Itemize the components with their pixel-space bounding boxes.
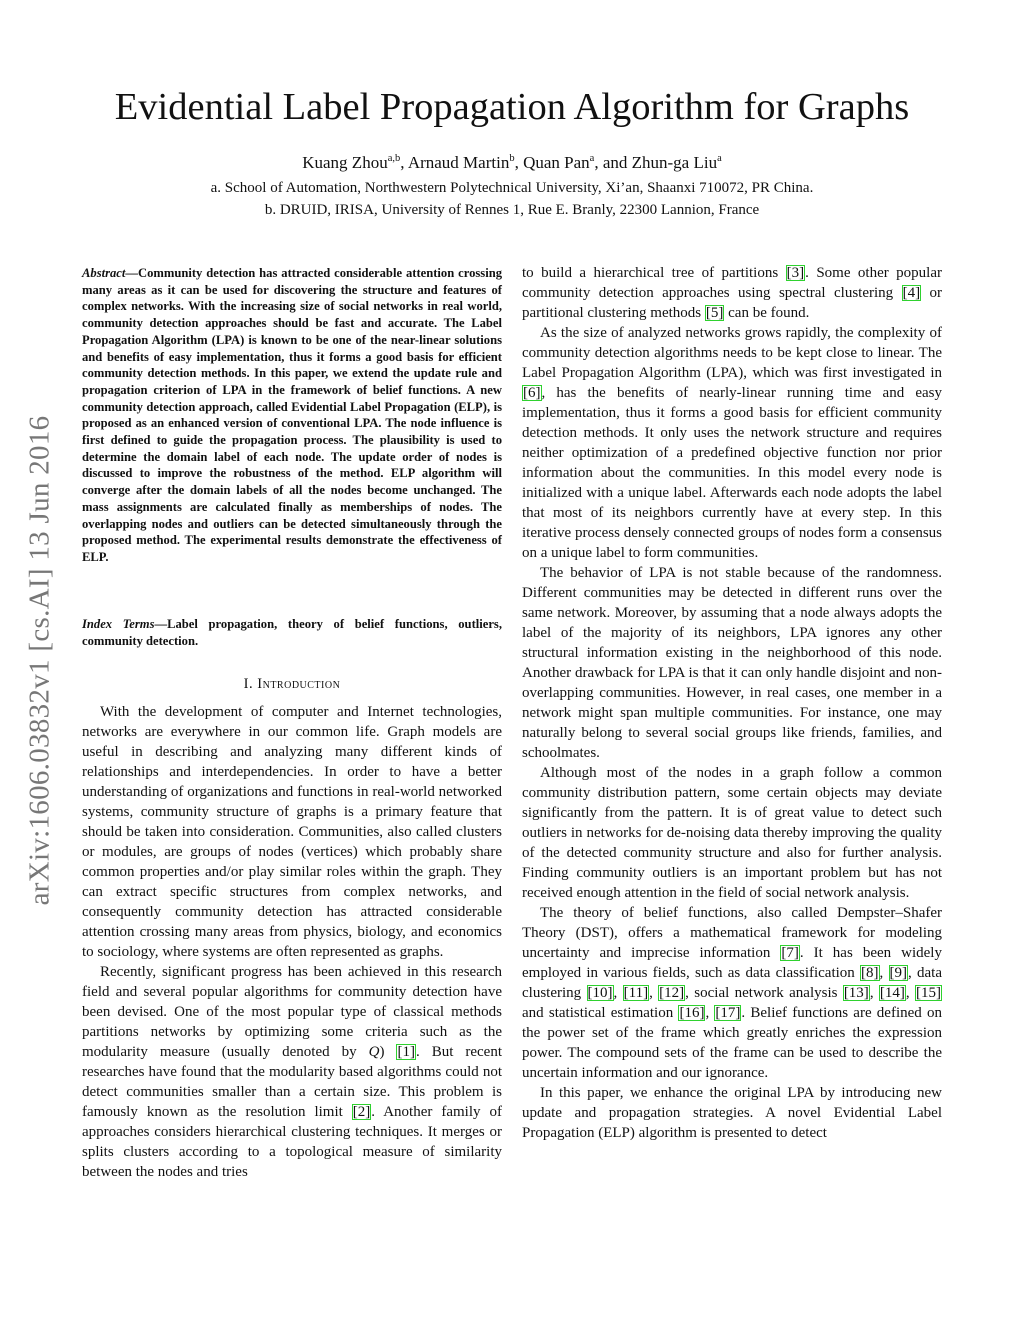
text-run: . Belief functions are defined on the power set of the frame which greatly enriches the expression power. The compound sets of the frame can be used to describe the uncertain information and our ignorance.: [522, 1005, 943, 1081]
text-run: , has the benefits of nearly-linear running time and easy implementation, thus it forms a good basis for efficient community detection methods. It only uses the network structure and requires neither optimization of a predefined objective function nor prior information about the communities. In this model every node is initialized with a unique label. Afterwards each node adopts the label that most of its neighbors currently have at every step. In this iterative process densely connected groups of nodes form a consensus on a unique label to form communities.: [522, 385, 942, 561]
left-column-body: [82, 702, 502, 1182]
text-run: and statistical estimation: [522, 1005, 679, 1021]
author-name: Kuang Zhou: [302, 153, 388, 172]
author-list: [60, 152, 964, 174]
citation-link[interactable]: [13]: [843, 985, 869, 1001]
text-run: ,: [879, 965, 889, 981]
arxiv-stamp: [20, 370, 60, 950]
index-terms-dash: —: [154, 617, 168, 631]
paper-title: Evidential Label Propagation Algorithm for Graphs: [114, 86, 910, 128]
text-run: can be found.: [724, 305, 810, 321]
paragraph: [82, 702, 502, 962]
text-run: ,: [905, 985, 916, 1001]
abstract-dash: —: [125, 266, 138, 280]
citation-link[interactable]: [3]: [786, 265, 805, 281]
author-affiliation-mark: a: [589, 153, 595, 164]
citation-link[interactable]: [7]: [781, 945, 799, 961]
paragraph: [522, 563, 942, 763]
text-run: With the development of computer and Internet technologies, networks are everywhere in our common life. Graph models are useful in describing and analyzing many different kinds of relationships and interdependencies. In order to have a better understanding of organizations and functions in real-world networked systems, community structure of graphs is a primary feature that should be taken into consideration. Communities, also called clusters or modules, are groups of nodes (vertices) which probably share common properties and/or play similar roles within the graph. They can extract specific structures from complex networks, and consequently community detection has attracted considerable attention crossing many areas from physics, biology, and economics to sociology, where systems are often represented as graphs.: [82, 704, 502, 960]
citation-link[interactable]: [2]: [352, 1104, 371, 1120]
index-terms: [82, 616, 502, 649]
author-affiliation-mark: b: [509, 153, 515, 164]
text-run: Although most of the nodes in a graph follow a common community distribution pattern, some certain objects may deviate significantly from the pattern. It is of great value to detect such outliers in networks for de-noising data thereby improving the quality of the detected community structure and also for further analysis. Finding community outliers is an important problem but has not received enough attention in the field of social network analysis.: [522, 765, 942, 901]
paragraph: [522, 323, 942, 563]
author-name: Arnaud Martin: [407, 153, 510, 172]
text-run: ): [379, 1044, 397, 1060]
text-run: The theory of belief functions, also called Dempster–Shafer Theory (DST), offers a mathematical framework for modeling uncertainty and imprecise information: [522, 905, 942, 961]
paragraph: [522, 263, 942, 323]
section-heading: [82, 674, 502, 694]
paragraph: [82, 962, 502, 1182]
citation-link[interactable]: [9]: [889, 965, 908, 981]
math-symbol: Q: [368, 1044, 380, 1060]
text-run: . It has been widely employed in various fields, such as data classification: [522, 945, 942, 981]
abstract: [82, 265, 502, 566]
author-name: Zhun-ga Liu: [631, 153, 718, 172]
index-terms-label: Index Terms: [82, 617, 155, 631]
right-column-body: [522, 263, 942, 1143]
citation-link[interactable]: [10]: [587, 985, 613, 1001]
citation-link[interactable]: [17]: [715, 1005, 741, 1021]
citation-link[interactable]: [1]: [397, 1044, 415, 1060]
text-run: Recently, significant progress has been achieved in this research field and several popular algorithms for community detection have been devised. One of the most popular type of classical methods partitions networks by optimizing some criteria such as the modularity measure (usually denoted by: [82, 964, 502, 1060]
citation-link[interactable]: [8]: [861, 965, 879, 981]
text-run: ,: [869, 985, 879, 1001]
text-run: The behavior of LPA is not stable because of the randomness. Different communities may be detected in different runs over the same network. Moreover, by assuming that a node always adopts the label of the majority of its neighbors, LPA ignores any other structural information existing in the neighborhood of this node. Another drawback for LPA is that it can only handle disjoint and non-overlapping communities. However, in real cases, one member in a network might span multiple communities. For instance, one may naturally belong to several social groups like friends, families, and schoolmates.: [522, 565, 942, 761]
author-name: Quan Pan: [523, 153, 590, 172]
citation-link[interactable]: [6]: [523, 385, 541, 401]
citation-link[interactable]: [15]: [916, 985, 942, 1001]
affiliation-a: a. School of Automation, Northwestern Polytechnical University, Xi’an, Shaanxi 710072, PR China.: [210, 180, 814, 196]
author-affiliation-mark: a,b: [387, 153, 401, 164]
paragraph: [522, 763, 942, 903]
citation-link[interactable]: [11]: [623, 985, 649, 1001]
text-run: . Some other popular community detection approaches using spectral clustering: [522, 265, 943, 301]
arxiv-id: arXiv:1606.03832v1 [cs.AI] 13 Jun 2016: [23, 415, 56, 905]
text-run: to build a hierarchical tree of partitions: [522, 265, 786, 281]
abstract-label: Abstract: [82, 266, 126, 280]
index-terms-text: Label propagation, theory of belief functions, outliers, community detection.: [82, 617, 502, 648]
author-separator: , and: [594, 153, 632, 172]
text-run: or partitional clustering methods: [522, 285, 943, 321]
paragraph: [522, 1083, 942, 1143]
citation-link[interactable]: [16]: [679, 1005, 705, 1021]
text-run: , social network analysis: [685, 985, 843, 1001]
text-run: . But recent researches have found that the modularity based algorithms could not detect communities smaller than a certain size. This problem is famously known as the resolution limit: [82, 1044, 503, 1120]
text-run: ,: [613, 985, 623, 1001]
text-run: ,: [649, 985, 659, 1001]
author-affiliation-mark: a: [717, 153, 722, 164]
author-separator: ,: [514, 153, 524, 172]
text-run: In this paper, we enhance the original LPA by introducing new update and propagation strategies. A novel Evidential Label Propagation (ELP) algorithm is presented to detect: [522, 1085, 942, 1141]
abstract-text: Community detection has attracted considerable attention crossing many areas as it can be used for discovering the structure and features of complex networks. With the increasing size of social networks in real world, community detection approaches should be fast and accurate. The Label Propagation Algorithm (LPA) is known to be one of the near-linear solutions and benefits of easy implementation, thus it forms a good basis for efficient community detection methods. In this paper, we extend the update rule and propagation criterion of LPA in the framework of belief functions. A new community detection approach, called Evidential Label Propagation (ELP), is proposed as an enhanced version of conventional LPA. The node influence is first defined to guide the propagation process. The plausibility is used to determine the domain label of each node. The update order of nodes is discussed to improve the robustness of the method. ELP algorithm will converge after the domain labels of all the nodes become unchanged. The mass assignments are calculated finally as memberships of nodes. The overlapping nodes and outliers can be detected simultaneously through the proposed method. The experimental results demonstrate the effectiveness of ELP.: [82, 266, 502, 564]
text-run: ,: [705, 1005, 715, 1021]
paragraph: [522, 903, 942, 1083]
author-separator: ,: [400, 153, 408, 172]
section-number: I.: [243, 676, 254, 692]
text-run: . Another family of approaches considers hierarchical clustering techniques. It merges or splits clusters according to a topological measure of similarity between the nodes and tries: [82, 1104, 502, 1180]
text-run: , data clustering: [522, 965, 942, 1001]
text-run: As the size of analyzed networks grows rapidly, the complexity of community detection algorithms needs to be kept close to linear. The Label Propagation Algorithm (LPA), which was first investigated in: [522, 325, 942, 381]
citation-link[interactable]: [4]: [902, 285, 921, 301]
citation-link[interactable]: [14]: [879, 985, 905, 1001]
citation-link[interactable]: [5]: [705, 305, 724, 321]
citation-link[interactable]: [12]: [659, 985, 685, 1001]
section-title: Introduction: [257, 676, 341, 692]
affiliation-b: b. DRUID, IRISA, University of Rennes 1, Rue E. Branly, 22300 Lannion, France: [264, 202, 760, 218]
